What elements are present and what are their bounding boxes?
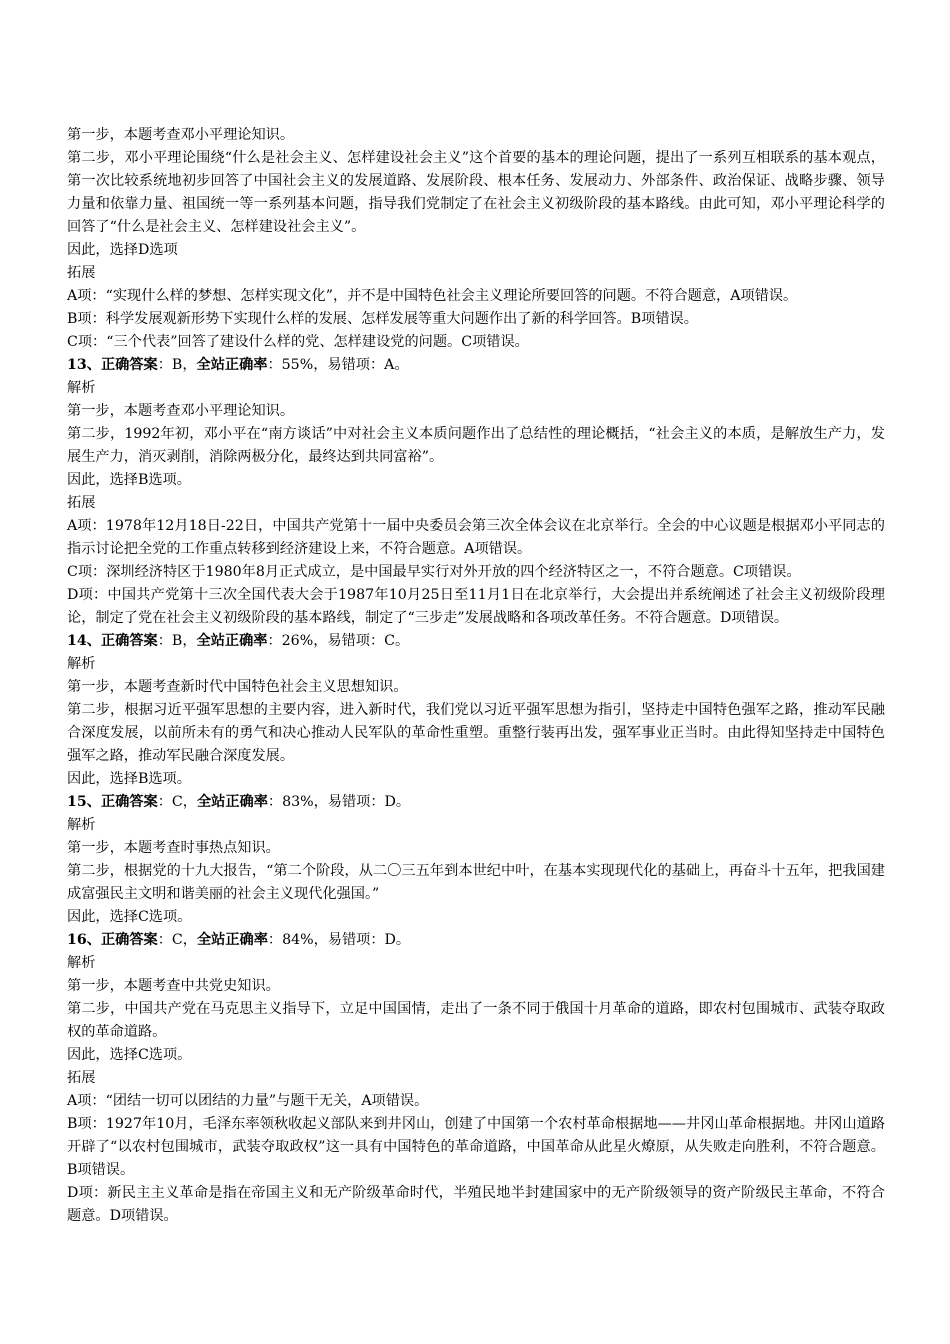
q13-option-d: D项：中国共产党第十三次全国代表大会于1987年10月25日至11月1日在北京举行，大会提出并系统阐述了社会主义初级阶段理论，制定了党在社会主义初级阶段的基本路线，制定了“三步走”发展战略和各项改革任务。不符合题意。D项错误。 [67,587,885,626]
q12-option-c: C项：“三个代表”回答了建设什么样的党、怎样建设党的问题。C项错误。 [67,334,529,350]
q15-answer-line [67,791,885,814]
q15-step1: 第一步，本题考查时事热点知识。 [67,840,280,856]
q14-analysis-label: 解析 [67,656,96,672]
q13-option-a: A项：1978年12月18日-22日，中国共产党第十一届中央委员会第三次全体会议在北京举行。全会的中心议题是根据邓小平同志的指示讨论把全党的工作重点转移到经济建设上来，不符合题意。A项错误。 [67,518,885,557]
q15-conclusion: 因此，选择C选项。 [67,909,192,925]
q12-step1: 第一步，本题考查邓小平理论知识。 [67,127,295,143]
q14-conclusion: 因此，选择B选项。 [67,771,191,787]
q14-answer-line [67,630,885,653]
q15-analysis-label: 解析 [67,817,96,833]
q16-number: 16、 [67,932,101,948]
q13-number: 13、 [67,357,101,373]
q15-number: 15、 [67,794,101,810]
q14-number: 14、 [67,633,101,649]
q12-step2: 第二步，邓小平理论围绕“什么是社会主义、怎样建设社会主义”这个首要的基本的理论问题，提出了一系列互相联系的基本观点，第一次比较系统地初步回答了中国社会主义的发展道路、发展阶段、根本任务、发展动力、外部条件、政治保证、战略步骤、领导力量和依靠力量、祖国统一等一系列基本问题，指导我们党制定了在社会主义初级阶段的基本路线。由此可知，邓小平理论科学的回答了“什么是社会主义、怎样建设社会主义”。 [67,150,885,235]
q13-step2: 第二步，1992年初，邓小平在“南方谈话”中对社会主义本质问题作出了总结性的理论概括，“社会主义的本质，是解放生产力，发展生产力，消灭剥削，消除两极分化，最终达到共同富裕”。 [67,426,885,465]
q13-answer-line [67,354,885,377]
q14-step1: 第一步，本题考查新时代中国特色社会主义思想知识。 [67,679,408,695]
q14-rate-label: 全站正确率 [196,633,268,649]
q15-rate-label: 全站正确率 [196,794,268,810]
q16-rate-label: 全站正确率 [196,932,268,948]
q13-conclusion: 因此，选择B选项。 [67,472,191,488]
q15-answer-label: 正确答案 [100,794,158,810]
q13-rate-value: ：55%，易错项：A。 [267,357,409,373]
q16-conclusion: 因此，选择C选项。 [67,1047,192,1063]
q12-expand-label: 拓展 [67,265,96,281]
q16-expand-label: 拓展 [67,1070,96,1086]
q14-answer-label: 正确答案 [100,633,158,649]
q16-option-a: A项：“团结一切可以团结的力量”与题干无关，A项错误。 [67,1093,429,1109]
q16-answer-line [67,929,885,952]
q13-step1: 第一步，本题考查邓小平理论知识。 [67,403,295,419]
q14-rate-value: ：26%，易错项：C。 [267,633,410,649]
q16-rate-value: ：84%，易错项：D。 [267,932,411,948]
q16-option-d: D项：新民主主义革命是指在帝国主义和无产阶级革命时代，半殖民地半封建国家中的无产阶级领导的资产阶级民主革命，不符合题意。D项错误。 [67,1185,885,1224]
q12-conclusion: 因此，选择D选项 [67,242,178,258]
q14-answer-value: ：B， [157,633,197,649]
q16-analysis-label: 解析 [67,955,96,971]
q13-answer-value: ：B， [157,357,197,373]
q12-option-b: B项：科学发展观新形势下实现什么样的发展、怎样发展等重大问题作出了新的科学回答。B项错误。 [67,311,698,327]
q16-step2: 第二步，中国共产党在马克思主义指导下，立足中国国情，走出了一条不同于俄国十月革命的道路，即农村包围城市、武装夺取政权的革命道路。 [67,1001,885,1040]
q16-step1: 第一步，本题考查中共党史知识。 [67,978,280,994]
document-body [67,124,885,1228]
q15-rate-value: ：83%，易错项：D。 [267,794,411,810]
q13-rate-label: 全站正确率 [196,357,268,373]
q15-step2: 第二步，根据党的十九大报告，“第二个阶段，从二〇三五年到本世纪中叶，在基本实现现代化的基础上，再奋斗十五年，把我国建成富强民主文明和谐美丽的社会主义现代化强国。” [67,863,885,902]
q14-step2: 第二步，根据习近平强军思想的主要内容，进入新时代，我们党以习近平强军思想为指引，坚持走中国特色强军之路，推动军民融合深度发展，以前所未有的勇气和决心推动人民军队的革命性重塑。重整行装再出发，强军事业正当时。由此得知坚持走中国特色强军之路，推动军民融合深度发展。 [67,702,885,764]
q13-answer-label: 正确答案 [100,357,158,373]
q13-analysis-label: 解析 [67,380,96,396]
q16-answer-value: ：C， [157,932,197,948]
q16-answer-label: 正确答案 [100,932,158,948]
q12-option-a: A项：“实现什么样的梦想、怎样实现文化”，并不是中国特色社会主义理论所要回答的问题。不符合题意，A项错误。 [67,288,798,304]
q13-expand-label: 拓展 [67,495,96,511]
q13-option-c: C项：深圳经济特区于1980年8月正式成立，是中国最早实行对外开放的四个经济特区之一，不符合题意。C项错误。 [67,564,801,580]
q16-option-b: B项：1927年10月，毛泽东率领秋收起义部队来到井冈山，创建了中国第一个农村革命根据地——井冈山革命根据地。井冈山道路开辟了“以农村包围城市，武装夺取政权”这一具有中国特色的革命道路，中国革命从此星火燎原，从失败走向胜利，不符合题意。B项错误。 [67,1116,885,1178]
q15-answer-value: ：C， [157,794,197,810]
